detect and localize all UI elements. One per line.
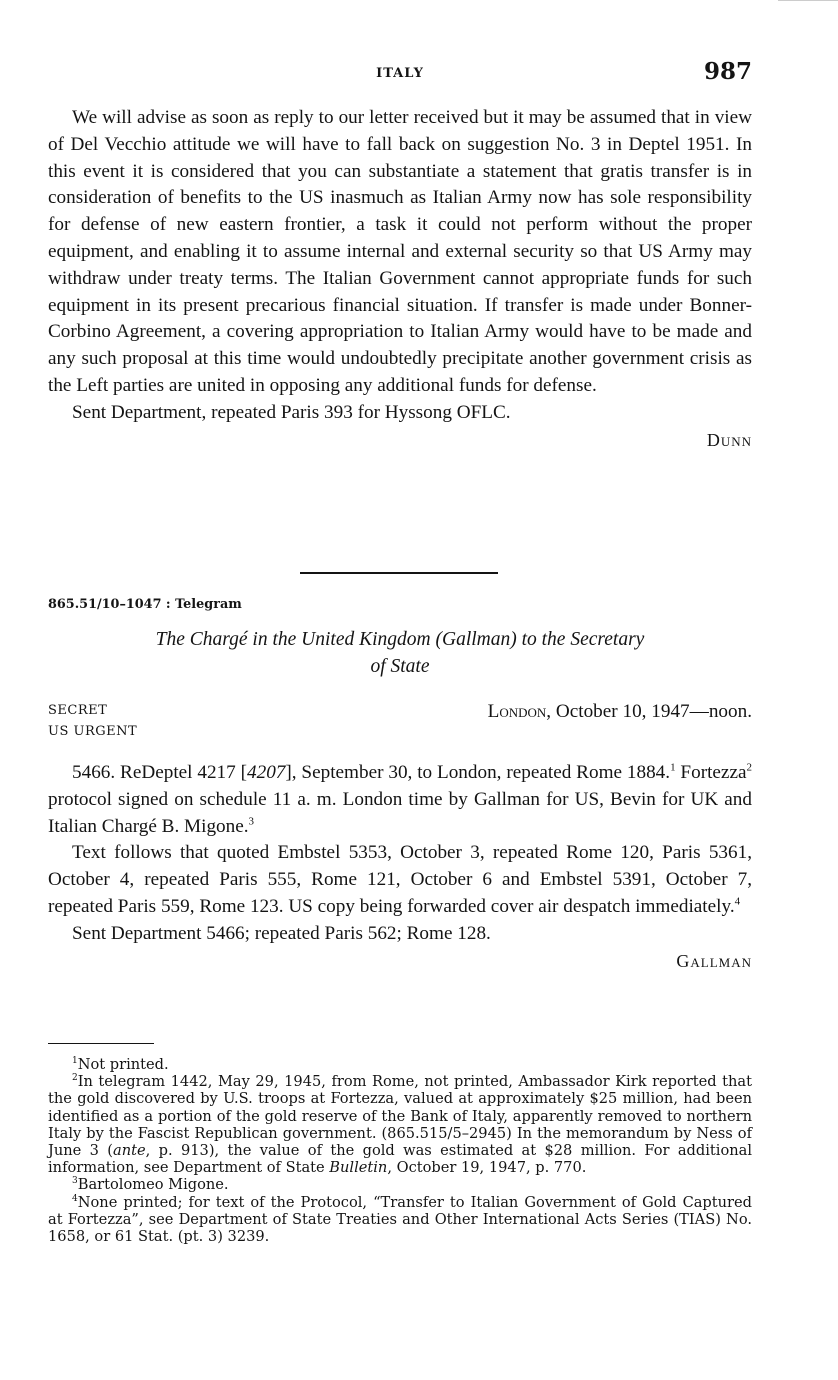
footnote-text: None printed; for text of the Protocol, “Transfer to Italian Government of Gold Captured at Fortezza”, see Department of State Treaties and Other International Acts Series (TIAS) No. 1658, or 61 Stat. (pt. 3) 3239. — [48, 1193, 752, 1246]
document-title — [48, 626, 752, 680]
file-reference: 865.51/10–1047 : Telegram — [48, 597, 242, 612]
text-run: ], September 30, to London, repeated Rome 1884. — [285, 762, 671, 783]
paragraph: Sent Department, repeated Paris 393 for Hyssong OFLC. — [72, 401, 511, 423]
footnote-text: Not printed. — [77, 1056, 169, 1073]
footnote-text: Bartolomeo Migone. — [77, 1176, 229, 1194]
footnote-ref: 3 — [248, 815, 255, 828]
footnote-italic: ante — [113, 1142, 146, 1160]
footnote — [48, 1073, 752, 1176]
paragraph — [48, 760, 752, 840]
running-head: ITALY — [376, 66, 424, 81]
footnote-text: In telegram 1442, May 29, 1945, from Rome, not printed, Ambassador Kirk reported that the gold discovered by U.S. troops at Fortezza, valued at approximately $25 million, had been identified as a portion of the gold reserve of the Bank of Italy, apparently removed to northern Italy by the Fascist Republican government. (865.515/5–2945) In the memorandum by Ness of June 3 ( — [48, 1073, 752, 1160]
paragraph: Sent Department 5466; repeated Paris 562; Rome 128. — [72, 922, 491, 944]
date: , October 10, 1947—noon. — [546, 701, 752, 722]
section-divider — [300, 572, 498, 574]
first-document-body — [48, 105, 752, 453]
page-header — [48, 58, 752, 88]
title-line: The Chargé in the United Kingdom (Gallman) to the Secretary — [155, 629, 645, 650]
footnote-mark: 2 — [72, 1073, 78, 1084]
footnote-ref: 1 — [670, 761, 676, 774]
text-run: Text follows that quoted Embstel 5353, October 3, repeated Rome 120, Paris 5361, October 4, repeated Paris 555, Rome 121, October 6 and Embstel 5391, October 7, repeated Paris 559, Rome 123. US copy being forwarded cover air despatch immediately. — [48, 842, 752, 917]
footnote — [48, 1056, 752, 1073]
footnotes — [48, 1056, 752, 1245]
telegram-meta — [48, 703, 752, 739]
title-line: of State — [370, 656, 430, 677]
paragraph — [48, 840, 752, 920]
footnote-text: , October 19, 1947, p. 770. — [387, 1159, 587, 1177]
footnote — [48, 1176, 752, 1193]
footnote — [48, 1194, 752, 1246]
top-edge-line — [778, 0, 838, 1]
bracket-correction: 4207 — [247, 762, 286, 783]
classification-urgent: US URGENT — [48, 724, 138, 739]
footnote-text: , p. 913), the value of the gold was estimated at $28 million. For additional information, see Department of State — [48, 1142, 752, 1177]
paragraph: We will advise as soon as reply to our letter received but it may be assumed that in view of Del Vecchio attitude we will have to fall back on suggestion No. 3 in Deptel 1951. In this event it is considered that you can substantiate a statement that gratis transfer is in consideration of benefits to the US inasmuch as Italian Army now has sole responsibility for defense of new eastern frontier, a task it could not perform without the proper equipment, and enabling it to assume internal and external security so that US Army may withdraw under treaty terms. The Italian Government cannot appropriate funds for such equipment in its present precarious financial situation. If transfer is made under Bonner-Corbino Agreement, a covering appropriation to Italian Army would have to be made and any such proposal at this time would undoubtedly precipitate another government crisis as the Left parties are united in opposing any additional funds for defense. — [48, 107, 752, 396]
text-run: Fortezza — [675, 762, 747, 783]
footnote-ref: 2 — [746, 761, 752, 774]
footnote-rule — [48, 1043, 154, 1044]
footnote-mark: 4 — [72, 1193, 78, 1204]
second-document-body — [48, 760, 752, 974]
footnote-italic: Bulletin — [329, 1159, 388, 1177]
signature: Dunn — [706, 429, 752, 450]
classification-secret: SECRET — [48, 703, 108, 718]
place: London — [487, 701, 547, 722]
text-run: 5466. ReDeptel 4217 [ — [72, 762, 247, 783]
footnote-ref: 4 — [734, 895, 741, 908]
signature: Gallman — [676, 950, 752, 971]
page-number: 987 — [703, 58, 752, 85]
text-run: protocol signed on schedule 11 a. m. London time by Gallman for US, Bevin for UK and Italian Chargé B. Migone. — [48, 788, 752, 837]
footnote-mark: 1 — [72, 1056, 78, 1067]
place-date — [488, 701, 752, 723]
footnote-mark: 3 — [72, 1176, 78, 1187]
